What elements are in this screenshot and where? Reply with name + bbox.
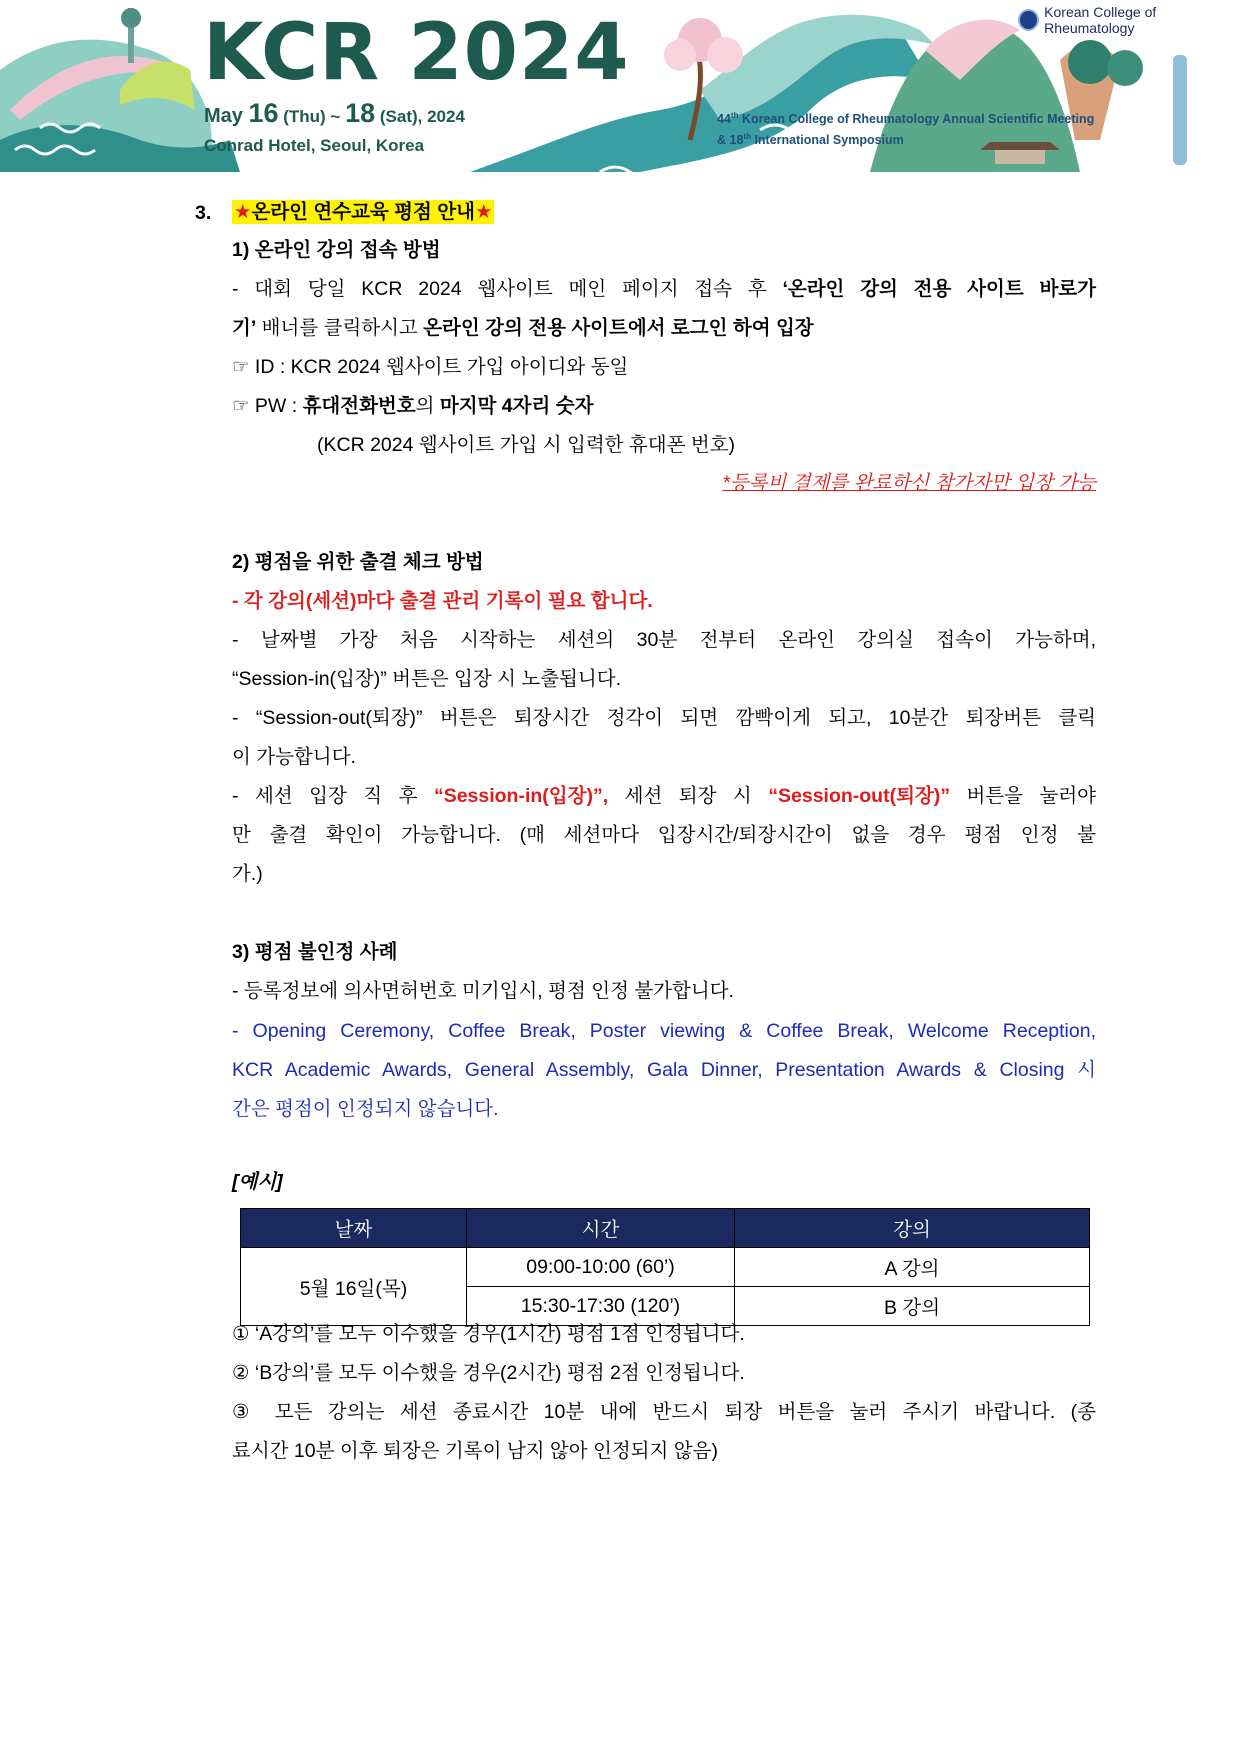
subsection-1-line-1: - 대회 당일 KCR 2024 웹사이트 메인 페이지 접속 후 ‘온라인 강의 전용 사이트 바로가 — [232, 278, 1096, 300]
table-row — [241, 1248, 1090, 1287]
subsection-2-line-8: 가.) — [232, 863, 263, 885]
table-cell-lecture: A 강의 — [735, 1248, 1090, 1287]
subsection-2-line-2: - 날짜별 가장 처음 시작하는 세션의 30분 전부터 온라인 강의실 접속이 가능하며, — [232, 629, 1096, 651]
subsection-2-line-7: 만 출결 확인이 가능합니다. (매 세션마다 입장시간/퇴장시간이 없을 경우 평점 인정 불 — [232, 824, 1096, 846]
payment-notice: *등록비 결제를 완료하신 참가자만 입장 가능 — [722, 472, 1096, 494]
star-icon: ★ — [234, 201, 252, 223]
example-note-2: ② ‘B강의’를 모두 이수했을 경우(2시간) 평점 2점 인정됩니다. — [232, 1362, 745, 1384]
star-icon: ★ — [474, 201, 493, 223]
subsection-2-line-4: - “Session-out(퇴장)” 버튼은 퇴장시간 정각이 되면 깜빡이게 되고, 10분간 퇴장버튼 클릭 — [232, 707, 1096, 729]
subsection-3-line-3: KCR Academic Awards, General Assembly, Gala Dinner, Presentation Awards & Closing 시 — [232, 1059, 1096, 1081]
table-cell-lecture: B 강의 — [735, 1287, 1090, 1326]
banner-date: May 16 (Thu) ~ 18 (Sat), 2024 — [204, 98, 465, 128]
login-pw-note: (KCR 2024 웹사이트 가입 시 입력한 휴대폰 번호) — [317, 434, 736, 456]
meeting-description: 44th Korean College of Rheumatology Annual Scientific Meeting & 18th International Symposium — [717, 111, 1095, 148]
subsection-3-title: 3) 평점 불인정 사례 — [232, 941, 398, 963]
example-note-3: ③ 모든 강의는 세션 종료시간 10분 내에 반드시 퇴장 버튼을 눌러 주시기 바랍니다. (종 — [232, 1401, 1096, 1423]
table-header-row — [241, 1209, 1090, 1248]
table-header-lecture: 강의 — [735, 1209, 1090, 1248]
table-cell-time: 09:00-10:00 (60’) — [467, 1248, 735, 1287]
example-table — [240, 1208, 1090, 1326]
example-label: [예시] — [232, 1171, 283, 1193]
subsection-2-title: 2) 평점을 위한 출결 체크 방법 — [232, 551, 484, 573]
subsection-3-line-1: - 등록정보에 의사면허번호 미기입시, 평점 인정 불가합니다. — [232, 980, 734, 1002]
login-pw-line: ☞ PW : 휴대전화번호의 마지막 4자리 숫자 — [232, 395, 594, 417]
organization-logo — [1018, 4, 1241, 36]
subsection-3-line-4: 간은 평점이 인정되지 않습니다. — [232, 1098, 499, 1120]
section-number: 3. — [195, 202, 212, 224]
table-cell-time: 15:30-17:30 (120’) — [467, 1287, 735, 1326]
banner-venue: Conrad Hotel, Seoul, Korea — [204, 136, 425, 155]
subsection-3-line-2: - Opening Ceremony, Coffee Break, Poster viewing & Coffee Break, Welcome Reception, — [232, 1020, 1096, 1042]
section-heading: ★온라인 연수교육 평점 안내★ — [234, 201, 493, 223]
table-cell-date: 5월 16일(목) — [241, 1248, 467, 1326]
example-note-1: ① ‘A강의’를 모두 이수했을 경우(1시간) 평점 1점 인정됩니다. — [232, 1323, 745, 1345]
table-header-time: 시간 — [467, 1209, 735, 1248]
banner-title: KCR 2024 — [203, 8, 630, 98]
subsection-1-title: 1) 온라인 강의 접속 방법 — [232, 239, 441, 261]
subsection-2-line-3: “Session-in(입장)” 버튼은 입장 시 노출됩니다. — [232, 668, 621, 690]
table-header-date: 날짜 — [241, 1209, 467, 1248]
subsection-2-line-6: - 세션 입장 직 후 “Session-in(입장)”, 세션 퇴장 시 “Session-out(퇴장)” 버튼을 눌러야 — [232, 785, 1097, 807]
subsection-2-line-1: - 각 강의(세션)마다 출결 관리 기록이 필요 합니다. — [232, 590, 653, 612]
subsection-1-line-2: 기’ 배너를 클릭하시고 온라인 강의 전용 사이트에서 로그인 하여 입장 — [232, 317, 814, 339]
example-note-4: 료시간 10분 이후 퇴장은 기록이 남지 않아 인정되지 않음) — [232, 1440, 718, 1462]
kcr-logo-icon — [1018, 9, 1039, 31]
organization-name: Korean College of Rheumatology — [1044, 4, 1157, 36]
login-id-line: ☞ ID : KCR 2024 웹사이트 가입 아이디와 동일 — [232, 356, 629, 378]
conference-banner — [0, 0, 1241, 172]
subsection-2-line-5: 이 가능합니다. — [232, 746, 356, 768]
